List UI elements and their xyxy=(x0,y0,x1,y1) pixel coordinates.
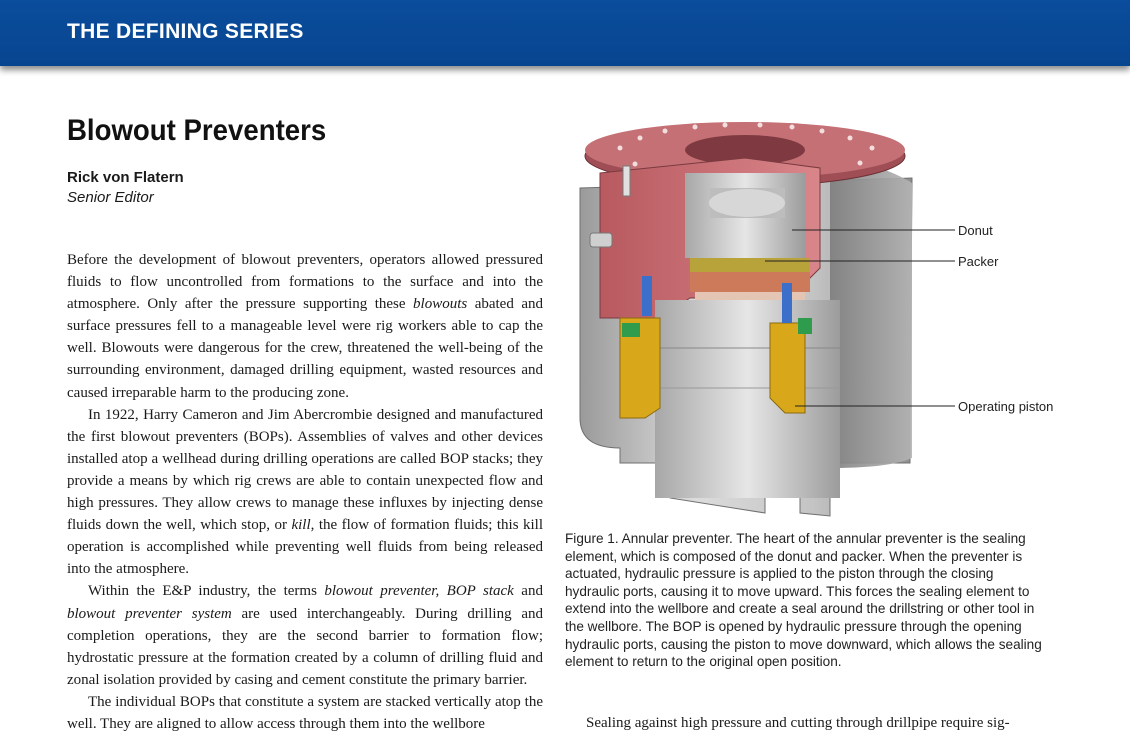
article-title: Blowout Preventers xyxy=(67,114,327,147)
author-role: Senior Editor xyxy=(67,189,154,206)
label-operating-piston: Operating piston xyxy=(958,399,1054,414)
text-run: In 1922, Harry Cameron and Jim Abercrombie designed and manufactured the first blowout preventers (BOPs). Assemblies of valves and other devices installed atop a wellhead during drilling operations are called BOP stacks; they provide a means by which rig crews are able to contain unexpected flow and high pressures. They allow crews to manage these influxes by injecting dense fluids down the well, which stop, or xyxy=(67,406,543,534)
italic-term: kill, xyxy=(291,517,315,534)
article-body xyxy=(67,249,543,735)
text-run: the flow of formation fluids; this kill operation is accomplished while preventing well fluids from being released into the atmosphere. xyxy=(67,517,543,578)
text-run: Before the development of blowout preventers, operators allowed pressured fluids to flow uncontrolled from formations to the surface and into the atmosphere. Only after the pressure supporting these xyxy=(67,252,543,313)
continued-paragraph: Sealing against high pressure and cutting through drillpipe require sig- xyxy=(586,715,1010,731)
annular-preventer-illustration xyxy=(560,118,1060,523)
italic-term: blowout preventer, BOP stack xyxy=(324,583,514,600)
body-paragraph xyxy=(67,691,543,735)
body-paragraph xyxy=(67,404,543,581)
figure-caption: Figure 1. Annular preventer. The heart of the annular preventer is the sealing element, which is composed of the donut and packer. When the preventer is actuated, hydraulic pressure is applied to the piston through the closing hydraulic ports, causing it to move upward. This forces the sealing element to extend into the wellbore and create a seal around the drillstring or other tool in the wellbore. The BOP is opened by hydraulic pressure through the opening hydraulic ports, causing the piston to move downward, which allows the sealing element to return to the original open position. xyxy=(565,531,1042,670)
italic-term: blowouts xyxy=(413,296,468,313)
body-paragraph xyxy=(67,249,543,404)
series-title: THE DEFINING SERIES xyxy=(67,20,304,43)
text-run: The individual BOPs that constitute a system are stacked vertically atop the well. They are aligned to allow access through them into the wellbore xyxy=(67,693,543,732)
annular-preventer-figure xyxy=(560,118,1060,523)
text-run: and xyxy=(513,583,543,600)
text-run: abated and surface pressures fell to a manageable level were rig workers able to cap the well. Blowouts were dangerous for the crew, threatened the well-being of the surrounding environment, damaged drilling equipment, wasted resources and caused irreparable harm to the producing zone. xyxy=(67,296,543,401)
author-name: Rick von Flatern xyxy=(67,169,184,186)
text-run: are used interchangeably. During drilling and completion operations, they are the second barrier to formation flow; hydrostatic pressure at the formation created by a column of drilling fluid and zonal isolation provided by casing and cement constitute the primary barrier. xyxy=(67,605,543,688)
text-run: Within the E&P industry, the terms xyxy=(88,583,325,600)
label-donut: Donut xyxy=(958,223,993,238)
italic-term: blowout preventer system xyxy=(67,605,232,622)
label-packer: Packer xyxy=(958,254,999,269)
header-banner xyxy=(0,0,1130,66)
body-paragraph xyxy=(67,580,543,690)
